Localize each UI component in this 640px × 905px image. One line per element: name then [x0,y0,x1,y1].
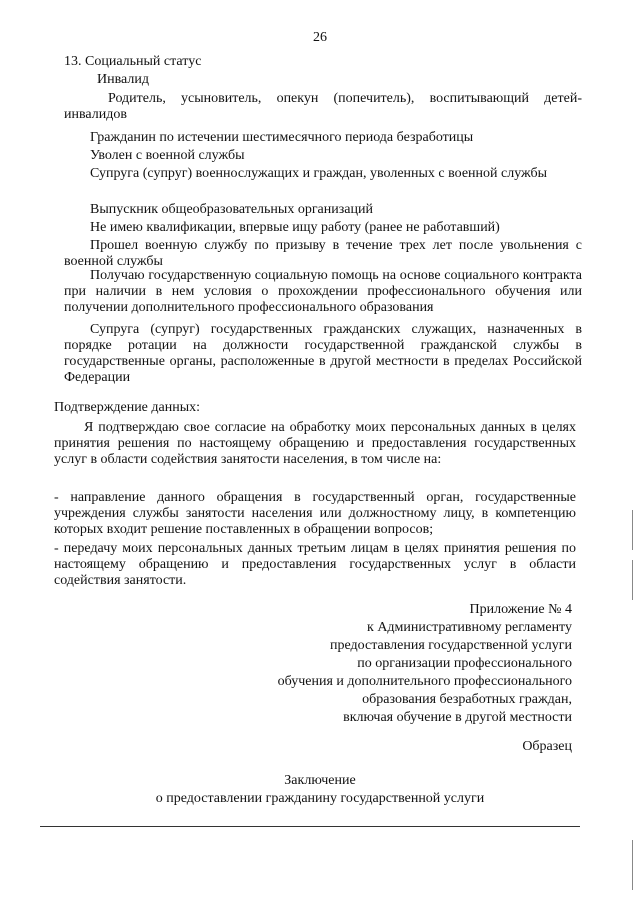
section-title: 13. Социальный статус [64,54,202,69]
status-option: Не имею квалификации, впервые ищу работу (ранее не работавший) [90,220,500,235]
status-option: Прошел военную службу по призыву в течение трех лет после увольнения с военной службы [64,238,582,269]
appendix-header [278,601,572,727]
confirmation-text: Я подтверждаю свое согласие на обработку моих персональных данных в целях принятия решения по настоящему обращению и предоставления государственных услуг в области содействия занятости населения, в том числе на: [54,420,576,467]
status-option: Получаю государственную социальную помощь на основе социального контракта при наличии в нем условия о прохождении профессионального обучения или получении дополнительного профессионального образования [64,268,582,315]
confirmation-item: - направление данного обращения в государственный орган, государственные учреждения службы занятости населения или должностному лицу, в компетенцию которых входит решение поставленных в обращении вопросов; [54,490,576,537]
status-option: Супруга (супруг) государственных гражданских служащих, назначенных в порядке ротации на должности государственной гражданской службы в государственные органы, расположенные в другой местности в пределах Российской Федерации [64,322,582,385]
appendix-line: к Административному регламенту [367,620,572,635]
status-option: Выпускник общеобразовательных организаций [90,202,373,217]
appendix-line: предоставления государственной услуги [330,638,572,653]
scan-margin-mark [632,510,633,550]
scan-margin-mark [632,560,633,600]
status-option: Уволен с военной службы [90,148,245,163]
scan-margin-mark [632,840,633,890]
appendix-number: Приложение № 4 [469,602,572,617]
appendix-line: образования безработных граждан, [362,692,572,707]
confirmation-item: - передачу моих персональных данных третьим лицам в целях принятия решения по настоящему обращению и предоставления государственных услуг в области содействия занятости. [54,541,576,588]
sample-label: Образец [522,739,572,754]
confirmation-heading: Подтверждение данных: [54,400,201,415]
appendix-line: по организации профессионального [357,656,572,671]
page-number: 26 [313,30,327,45]
conclusion-heading [0,772,640,808]
status-option: Родитель, усыновитель, опекун (попечитель), воспитывающий детей-инвалидов [64,91,582,122]
signature-line [40,826,580,827]
status-option: Гражданин по истечении шестимесячного периода безработицы [90,130,474,145]
conclusion-title: Заключение [284,773,356,788]
status-option: Инвалид [97,72,149,87]
status-option: Супруга (супруг) военнослужащих и граждан, уволенных с военной службы [90,166,548,181]
conclusion-subtitle: о предоставлении гражданину государственной услуги [155,791,485,806]
appendix-line: обучения и дополнительного профессионального [277,674,572,689]
appendix-line: включая обучение в другой местности [343,710,572,725]
